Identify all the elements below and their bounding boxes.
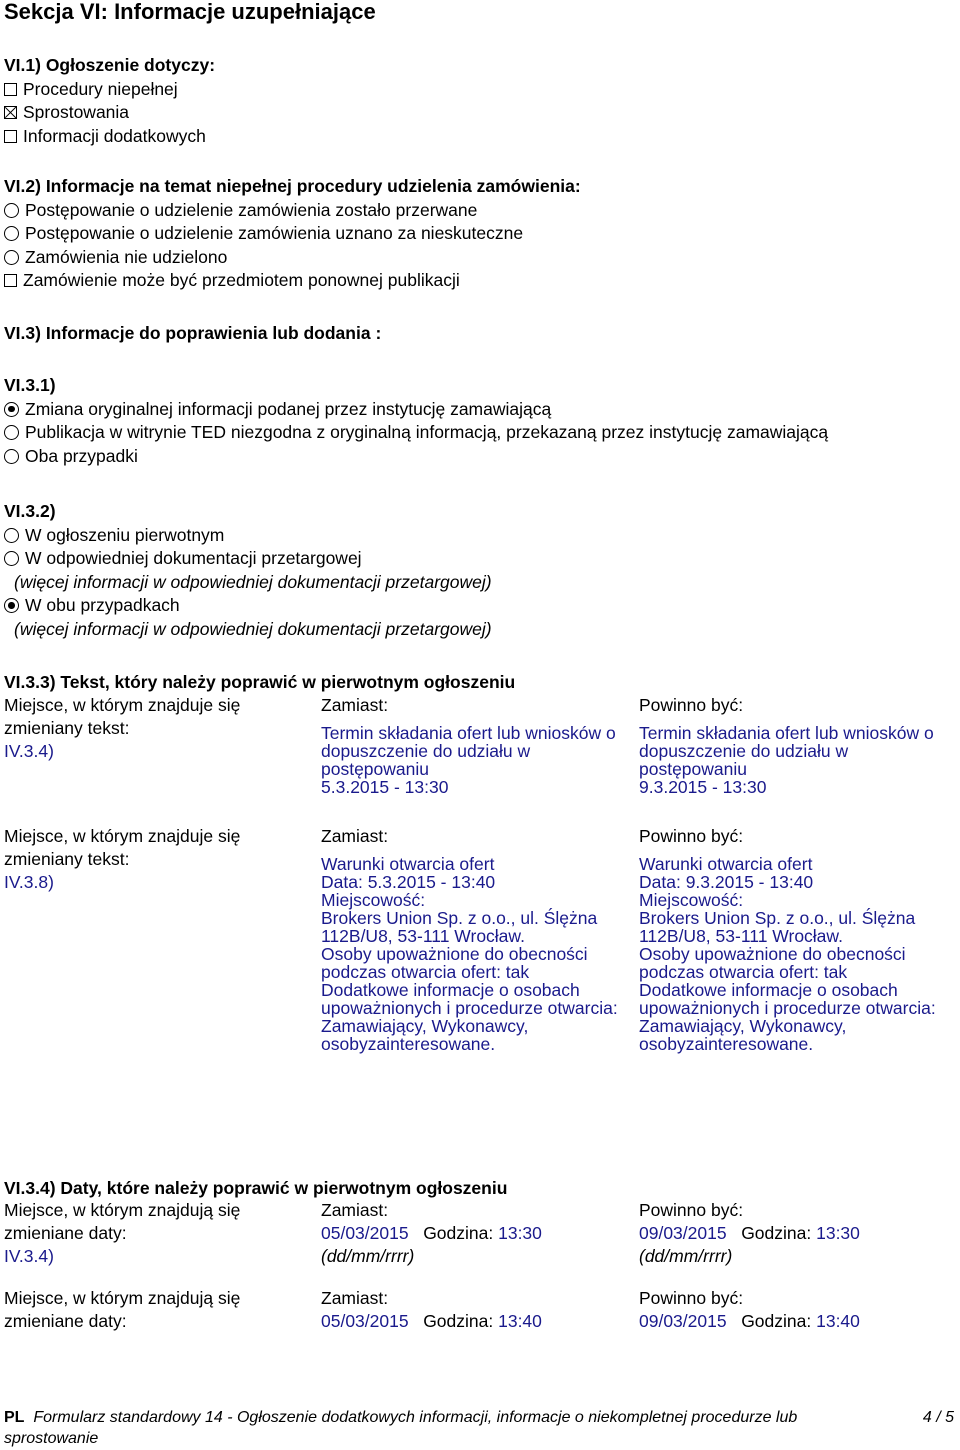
option-label: Informacji dodatkowych [23,125,206,146]
should-label: Powinno być: [639,695,744,715]
vi2-option-nie-udzielono[interactable] [4,246,581,270]
option-label: Postępowanie o udzielenie zamówienia zostało przerwane [25,199,478,220]
instead-label: Zamiast: [321,1200,389,1220]
instead-date: 05/03/2015 [321,1311,409,1331]
vi2-block [4,175,581,293]
vi34-entry1-instead [321,1199,633,1268]
date-format: (dd/mm/rrrr) [639,1246,733,1266]
footer-lang: PL [4,1409,25,1426]
vi31-block [4,374,828,468]
option-label: Postępowanie o udzielenie zamówienia uznano za nieskuteczne [25,223,524,243]
instead-date-row [321,1310,633,1333]
checkbox-empty-icon[interactable] [4,130,17,143]
place-label: zmieniany tekst: [4,849,130,869]
should-text: Warunki otwarcia ofert Data: 9.3.2015 - 13:40 Miejscowość: Brokers Union Sp. z o.o., ul. Ślężna 112B/U8, 53-111 Wrocław. Osoby upoważnione do obecności podczas otwarcia ofert: tak Dodatkowe informacje o osobach upoważnionych i procedurze otwarcia: Zamawiający, Wykonawcy, osobyzainteresowane. [639,854,936,1054]
vi1-option-sprostowania[interactable] [4,101,215,125]
instead-time: 13:40 [498,1311,542,1331]
time-label: Godzina: [423,1311,494,1331]
radio-selected-icon[interactable] [4,402,19,417]
vi2-option-nieskuteczne[interactable] [4,222,581,246]
should-label: Powinno być: [639,1288,744,1308]
should-date-row [639,1222,957,1245]
footer-form-title-2: sprostowanie [4,1430,99,1447]
vi1-heading: VI.1) Ogłoszenie dotyczy: [4,55,216,75]
vi3-heading: VI.3) Informacje do poprawienia lub dodania : [4,323,382,343]
vi32-option-note: (więcej informacji w odpowiedniej dokumentacji przetargowej) [14,618,492,639]
vi33-entry1-instead [321,694,633,796]
option-label: Zamówienia nie udzielono [25,246,228,267]
place-value: IV.3.8) [4,872,54,892]
vi33-entry2-should [639,825,957,1053]
place-label: zmieniane daty: [4,1223,127,1243]
vi33-entry1-place [4,694,304,763]
vi2-heading: VI.2) Informacje na temat niepełnej procedury udzielenia zamówienia: [4,176,581,196]
instead-label: Zamiast: [321,1288,389,1308]
should-label: Powinno być: [639,826,744,846]
radio-empty-icon[interactable] [4,551,19,566]
vi31-option-zmiana[interactable] [4,398,828,422]
should-time: 13:40 [816,1311,860,1331]
date-format: (dd/mm/rrrr) [321,1246,415,1266]
vi31-option-ted[interactable] [4,421,828,445]
should-time: 13:30 [816,1223,860,1243]
should-label: Powinno być: [639,1200,744,1220]
vi2-option-przerwane[interactable] [4,199,581,223]
section-title: Sekcja VI: Informacje uzupełniające [4,0,376,24]
vi31-heading: VI.3.1) [4,375,56,395]
vi34-entry1-should [639,1199,957,1268]
vi32-heading: VI.3.2) [4,501,56,521]
instead-label: Zamiast: [321,695,389,715]
option-label: Zmiana oryginalnej informacji podanej przez instytucję zamawiającą [25,398,552,419]
instead-text: Termin składania ofert lub wniosków o dopuszczenie do udziału w postępowaniu 5.3.2015 - 13:30 [321,723,616,797]
option-label: Sprostowania [23,102,130,122]
vi34-entry2-place [4,1287,304,1333]
footer-text [4,1407,954,1449]
vi33-entry2-instead [321,825,633,1053]
vi34-heading: VI.3.4) Daty, które należy poprawić w pierwotnym ogłoszeniu [4,1178,508,1198]
radio-empty-icon[interactable] [4,226,19,241]
option-label: W odpowiedniej dokumentacji przetargowej [25,548,362,568]
radio-empty-icon[interactable] [4,449,19,464]
vi1-block [4,54,215,148]
option-label: W obu przypadkach [25,595,180,615]
option-label: Procedury niepełnej [23,78,178,99]
vi34-entry1-place [4,1199,304,1268]
should-date-row [639,1310,957,1333]
vi32-option-pierwotnym[interactable] [4,524,492,548]
should-date: 09/03/2015 [639,1311,727,1331]
option-label: Oba przypadki [25,445,138,466]
should-text: Termin składania ofert lub wniosków o dopuszczenie do udziału w postępowaniu 9.3.2015 - 13:30 [639,723,934,797]
vi32-block [4,500,492,641]
vi33-entry1-should [639,694,957,796]
time-label: Godzina: [741,1223,812,1243]
option-label: Zamówienie może być przedmiotem ponownej publikacji [23,270,460,290]
instead-date-row [321,1222,633,1245]
radio-empty-icon[interactable] [4,203,19,218]
place-label: zmieniany tekst: [4,718,130,738]
radio-empty-icon[interactable] [4,425,19,440]
vi33-entry2-place [4,825,304,894]
place-label: Miejsce, w którym znajdują się [4,1288,241,1308]
instead-date: 05/03/2015 [321,1223,409,1243]
place-value: IV.3.4) [4,1246,54,1266]
place-label: Miejsce, w którym znajduje się [4,695,241,715]
vi32-option-obu[interactable] [4,594,492,618]
radio-selected-icon[interactable] [4,598,19,613]
place-label: Miejsce, w którym znajdują się [4,1200,241,1220]
checkbox-checked-icon[interactable] [4,106,17,119]
should-date: 09/03/2015 [639,1223,727,1243]
radio-empty-icon[interactable] [4,528,19,543]
time-label: Godzina: [423,1223,494,1243]
vi1-option-procedury[interactable] [4,78,215,102]
footer-form-title: Formularz standardowy 14 - Ogłoszenie dodatkowych informacji, informacje o niekompletnej procedurze lub [33,1409,798,1426]
place-value: IV.3.4) [4,741,54,761]
vi34-entry2-should [639,1287,957,1333]
checkbox-empty-icon[interactable] [4,274,17,287]
checkbox-empty-icon[interactable] [4,83,17,96]
page-number: 4 / 5 [922,1409,954,1426]
vi1-option-informacji[interactable] [4,125,215,149]
vi34-entry2-instead [321,1287,633,1333]
instead-label: Zamiast: [321,826,389,846]
radio-empty-icon[interactable] [4,250,19,265]
option-label: W ogłoszeniu pierwotnym [25,524,225,545]
instead-time: 13:30 [498,1223,542,1243]
time-label: Godzina: [741,1311,812,1331]
page-footer [4,1407,954,1449]
place-label: zmieniane daty: [4,1311,127,1331]
place-label: Miejsce, w którym znajduje się [4,826,241,846]
option-label: Publikacja w witrynie TED niezgodna z oryginalną informacją, przekazaną przez instytucję zamawiającą [25,422,829,442]
vi31-option-oba[interactable] [4,445,828,469]
instead-text: Warunki otwarcia ofert Data: 5.3.2015 - 13:40 Miejscowość: Brokers Union Sp. z o.o., ul. Ślężna 112B/U8, 53-111 Wrocław. Osoby upoważnione do obecności podczas otwarcia ofert: tak Dodatkowe informacje o osobach upoważnionych i procedurze otwarcia: Zamawiający, Wykonawcy, osobyzainteresowane. [321,854,618,1054]
vi32-option-note: (więcej informacji w odpowiedniej dokumentacji przetargowej) [14,571,492,592]
vi32-option-dokumentacji[interactable] [4,547,492,571]
vi2-checkbox-ponowna-publikacja[interactable] [4,269,581,293]
vi33-heading: VI.3.3) Tekst, który należy poprawić w pierwotnym ogłoszeniu [4,672,516,692]
